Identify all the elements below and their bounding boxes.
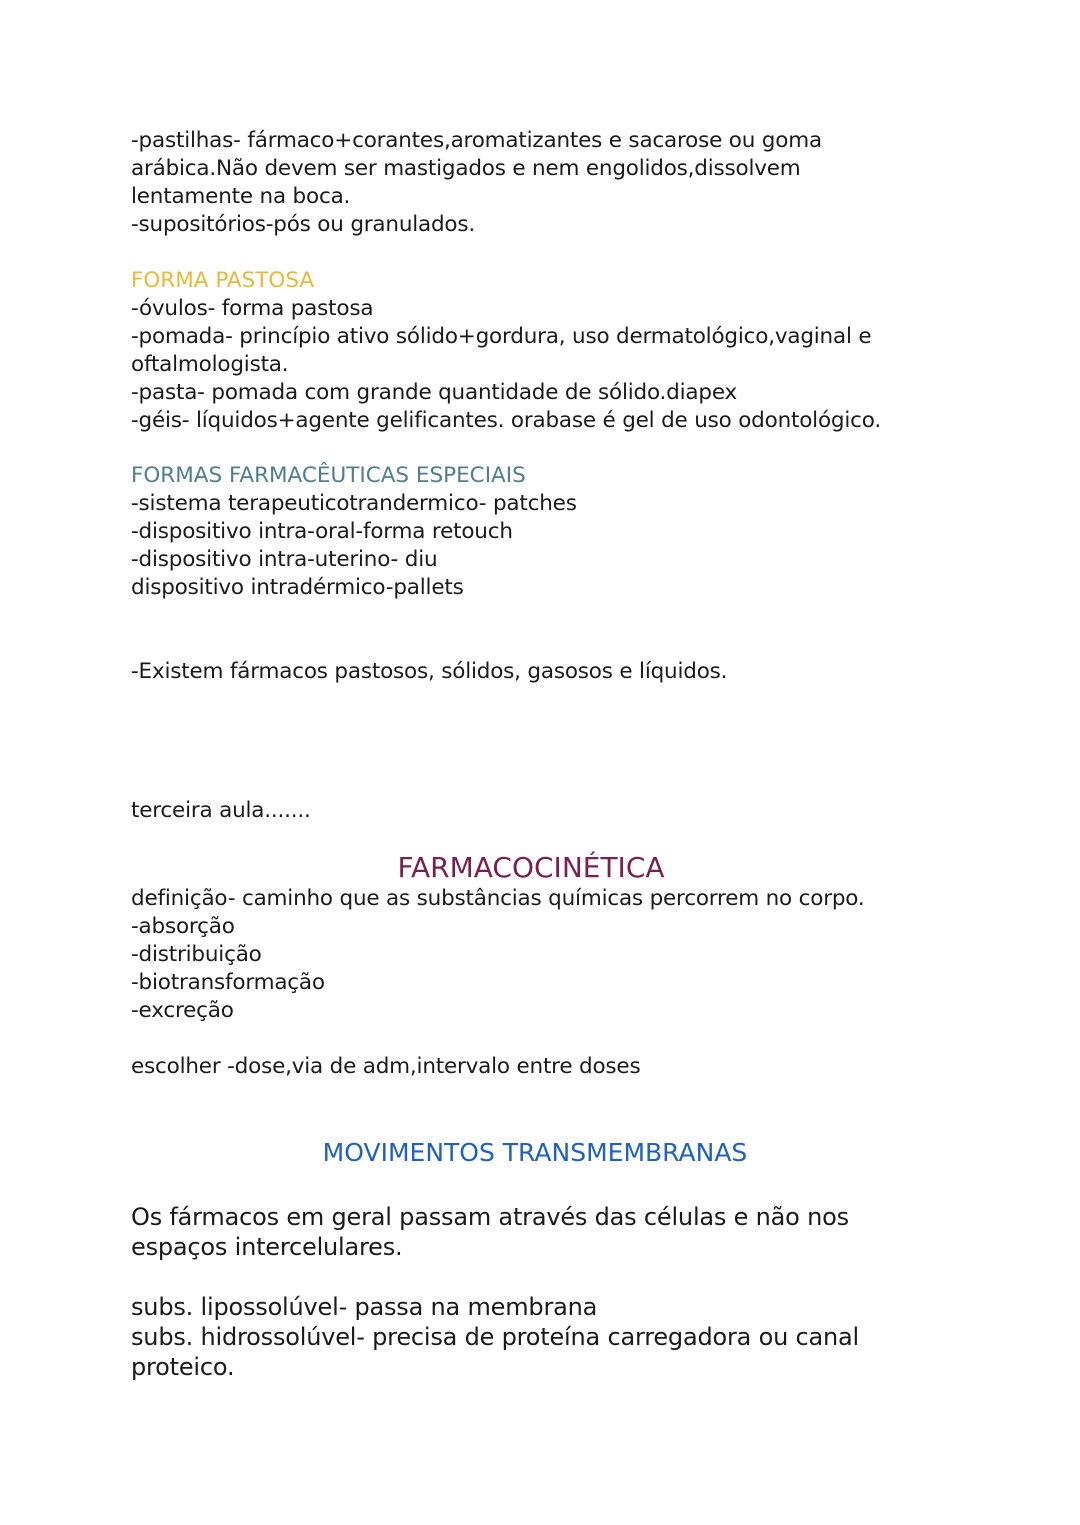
text-line: espaços intercelulares.	[131, 1233, 403, 1261]
text-line: proteico.	[131, 1353, 235, 1381]
section-solid-forms	[131, 127, 822, 239]
text-line: -pasta- pomada com grande quantidade de sólido.diapex	[131, 380, 738, 405]
text-line: -distribuição	[131, 942, 262, 967]
heading-forma-pastosa: FORMA PASTOSA	[131, 268, 315, 293]
text-line: -sistema terapeuticotrandermico- patches	[131, 491, 577, 516]
section-formas-especiais	[131, 462, 577, 602]
text-line: Os fármacos em geral passam através das células e não nos	[131, 1203, 849, 1231]
section-farmacocinetica	[131, 851, 931, 1081]
text-line: dispositivo intradérmico-pallets	[131, 575, 464, 600]
text-line: -biotransformação	[131, 970, 325, 995]
text-line: oftalmologista.	[131, 352, 289, 377]
text-line: -óvulos- forma pastosa	[131, 296, 374, 321]
heading-formas-especiais: FORMAS FARMACÊUTICAS ESPECIAIS	[131, 463, 526, 488]
text-line: lentamente na boca.	[131, 184, 351, 209]
text-line: definição- caminho que as substâncias químicas percorrem no corpo.	[131, 886, 865, 911]
text-escolher: escolher -dose,via de adm,intervalo entre doses	[131, 1054, 641, 1079]
text-line: arábica.Não devem ser mastigados e nem engolidos,dissolvem	[131, 156, 801, 181]
note-existem: -Existem fármacos pastosos, sólidos, gasosos e líquidos.	[131, 659, 728, 684]
text-line: -pomada- princípio ativo sólido+gordura, uso dermatológico,vaginal e	[131, 324, 872, 349]
note-terceira-aula: terceira aula.......	[131, 798, 311, 823]
heading-farmacocinetica: FARMACOCINÉTICA	[397, 851, 665, 884]
text-line: -absorção	[131, 914, 235, 939]
section-movimentos-transmembranas	[131, 1137, 939, 1382]
heading-movimentos-transmembranas: MOVIMENTOS TRANSMEMBRANAS	[322, 1138, 748, 1167]
text-line: -dispositivo intra-oral-forma retouch	[131, 519, 513, 544]
text-line: -pastilhas- fármaco+corantes,aromatizantes e sacarose ou goma	[131, 128, 822, 153]
section-forma-pastosa	[131, 267, 881, 435]
text-line: -excreção	[131, 998, 234, 1023]
text-line: -supositórios-pós ou granulados.	[131, 212, 476, 237]
text-line: -dispositivo intra-uterino- diu	[131, 547, 438, 572]
text-line: -géis- líquidos+agente gelificantes. orabase é gel de uso odontológico.	[131, 408, 881, 433]
text-line: subs. lipossolúvel- passa na membrana	[131, 1293, 598, 1321]
text-line: subs. hidrossolúvel- precisa de proteína carregadora ou canal	[131, 1323, 859, 1351]
